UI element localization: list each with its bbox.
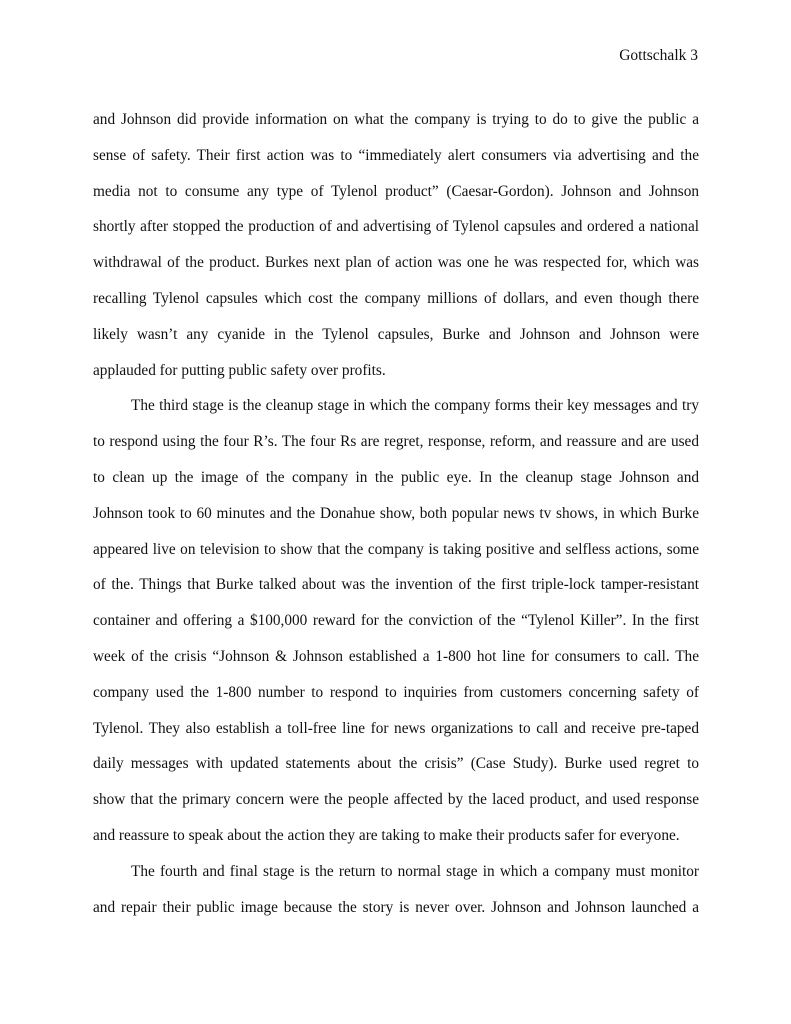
text-line: withdrawal of the product. Burkes next plan of action was one he was respected for, which was	[93, 254, 699, 272]
paragraph-first-line: The fourth and final stage is the return to normal stage in which a company must monitor	[131, 862, 699, 880]
text-line: container and offering a $100,000 reward for the conviction of the “Tylenol Killer”. In the first	[93, 612, 699, 630]
text-line: sense of safety. Their first action was to “immediately alert consumers via advertising and the	[93, 146, 699, 164]
text-line: recalling Tylenol capsules which cost the company millions of dollars, and even though there	[93, 289, 699, 307]
text-line: company used the 1-800 number to respond to inquiries from customers concerning safety of	[93, 683, 699, 701]
text-line: to clean up the image of the company in the public eye. In the cleanup stage Johnson and	[93, 468, 699, 486]
text-line: daily messages with updated statements about the crisis” (Case Study). Burke used regret to	[93, 755, 699, 773]
text-line: shortly after stopped the production of and advertising of Tylenol capsules and ordered a national	[93, 218, 699, 236]
text-line: Johnson took to 60 minutes and the Donahue show, both popular news tv shows, in which Burke	[93, 504, 699, 522]
body-text	[93, 110, 699, 933]
text-line: week of the crisis “Johnson & Johnson established a 1-800 hot line for consumers to call. The	[93, 647, 699, 665]
text-line: likely wasn’t any cyanide in the Tylenol capsules, Burke and Johnson and Johnson were	[93, 325, 699, 343]
text-line: show that the primary concern were the people affected by the laced product, and used response	[93, 791, 699, 809]
text-line: and Johnson did provide information on what the company is trying to do to give the public a	[93, 111, 699, 128]
running-head: Gottschalk 3	[619, 47, 698, 64]
text-line: of the. Things that Burke talked about was the invention of the first triple-lock tamper-resistant	[93, 576, 699, 594]
text-line: appeared live on television to show that the company is taking positive and selfless actions, some	[93, 540, 699, 558]
text-line: applauded for putting public safety over profits.	[93, 361, 386, 379]
text-line: and reassure to speak about the action they are taking to make their products safer for everyone.	[93, 826, 680, 844]
text-line: media not to consume any type of Tylenol product” (Caesar-Gordon). Johnson and Johnson	[93, 182, 699, 200]
paragraph-first-line: The third stage is the cleanup stage in which the company forms their key messages and try	[131, 397, 699, 415]
text-line: and repair their public image because the story is never over. Johnson and Johnson launched a	[93, 898, 699, 916]
text-line: to respond using the four R’s. The four Rs are regret, response, reform, and reassure and are used	[93, 433, 699, 451]
text-line: Tylenol. They also establish a toll-free line for news organizations to call and receive pre-taped	[93, 719, 699, 737]
